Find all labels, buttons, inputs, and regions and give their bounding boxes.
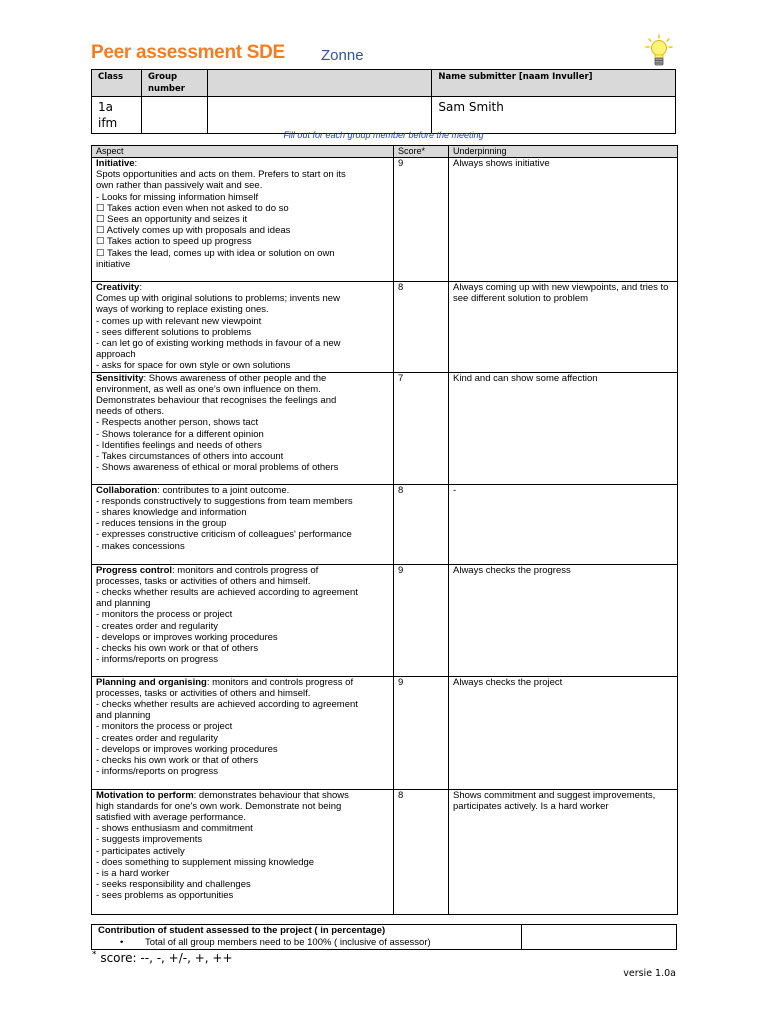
underpinning-cell[interactable]: - xyxy=(449,484,678,564)
version-label: versie 1.0a xyxy=(623,968,676,979)
aspect-line: ways of working to replace existing ones. xyxy=(96,304,269,316)
aspect-header: Aspect xyxy=(92,146,394,158)
aspect-description xyxy=(96,293,389,371)
aspect-line: - Identifies feelings and needs of others xyxy=(96,439,262,451)
aspect-separator: : xyxy=(193,789,197,801)
group-number-value[interactable] xyxy=(141,97,207,134)
aspect-line: - responds constructively to suggestions from team members xyxy=(96,495,353,507)
aspect-line: - can let go of existing working methods in favour of a new xyxy=(96,338,341,350)
aspect-description xyxy=(96,576,389,666)
aspect-line: - sees different solutions to problems xyxy=(96,326,252,338)
bullet-icon: • xyxy=(120,937,124,948)
aspect-name: Planning and organising xyxy=(96,676,207,688)
score-legend-text: score: --, -, +/-, +, ++ xyxy=(96,951,233,965)
assessment-row xyxy=(92,158,678,282)
aspect-name: Motivation to perform xyxy=(96,789,194,801)
aspect-line: and planning xyxy=(96,710,151,722)
info-value-row xyxy=(92,97,676,134)
assessment-table xyxy=(91,145,678,915)
aspect-line: - informs/reports on progress xyxy=(96,766,218,778)
aspect-title-line xyxy=(96,677,389,688)
aspect-separator: : xyxy=(134,158,138,169)
aspect-line: - informs/reports on progress xyxy=(96,654,218,666)
aspect-line: - suggests improvements xyxy=(96,834,203,846)
score-cell[interactable]: 9 xyxy=(394,676,449,789)
aspect-line: - monitors the process or project xyxy=(96,721,233,733)
assessment-row xyxy=(92,282,678,373)
underpinning-header: Underpinning xyxy=(449,146,678,158)
aspect-separator: : xyxy=(139,282,142,293)
info-table xyxy=(91,69,676,134)
aspect-line: - Looks for missing information himself xyxy=(96,191,259,203)
assessment-row xyxy=(92,484,678,564)
aspect-line: - shares knowledge and information xyxy=(96,507,247,519)
aspect-title-line xyxy=(96,373,389,384)
aspect-line: - checks whether results are achieved according to agreement xyxy=(96,587,358,599)
contribution-label-cell xyxy=(92,925,522,950)
aspect-description xyxy=(96,688,389,778)
aspect-line: ☐ Actively comes up with proposals and ideas xyxy=(96,225,291,237)
aspect-description xyxy=(96,169,389,270)
aspect-cell xyxy=(92,158,394,282)
aspect-description xyxy=(96,384,389,474)
fill-instruction: Fill out for each group member before the meeting xyxy=(283,130,484,140)
underpinning-cell[interactable]: Always checks the project xyxy=(449,676,678,789)
title-row xyxy=(91,42,681,70)
score-header: Score* xyxy=(394,146,449,158)
aspect-line: Spots opportunities and acts on them. Prefers to start on its xyxy=(96,169,346,181)
aspect-cell xyxy=(92,372,394,484)
aspect-line: ☐ Sees an opportunity and seizes it xyxy=(96,214,248,226)
aspect-line: - shows enthusiasm and commitment xyxy=(96,823,253,835)
aspect-line: satisfied with average performance. xyxy=(96,812,246,824)
submitter-value[interactable]: Sam Smith xyxy=(432,97,676,134)
score-cell[interactable]: 7 xyxy=(394,372,449,484)
aspect-line: - does something to supplement missing knowledge xyxy=(96,856,315,868)
aspect-intro: Shows awareness of other people and the xyxy=(146,372,327,384)
aspect-line: processes, tasks or activities of others and himself. xyxy=(96,575,311,587)
aspect-line: - is a hard worker xyxy=(96,868,170,880)
aspect-line: - checks his own work or that of others xyxy=(96,643,259,655)
contribution-note xyxy=(98,937,515,949)
aspect-line: ☐ Takes action to speed up progress xyxy=(96,236,252,248)
aspect-line: - checks whether results are achieved according to agreement xyxy=(96,699,358,711)
aspect-cell xyxy=(92,676,394,789)
aspect-line: Comes up with original solutions to problems; invents new xyxy=(96,293,340,305)
page-title: Peer assessment SDE xyxy=(91,42,285,63)
class-value[interactable]: 1a ifm xyxy=(92,97,142,134)
aspect-title-line xyxy=(96,282,389,293)
aspect-line: - reduces tensions in the group xyxy=(96,518,227,530)
page-subtitle: Zonne xyxy=(321,47,364,64)
aspect-line: ☐ Takes the lead, comes up with idea or solution on own xyxy=(96,247,335,259)
aspect-title-line xyxy=(96,485,389,496)
aspect-line: - creates order and regularity xyxy=(96,732,218,744)
aspect-intro: monitors and controls progress of xyxy=(174,564,319,576)
aspect-separator: : xyxy=(206,676,210,688)
aspect-description xyxy=(96,496,389,552)
contribution-row xyxy=(92,925,677,950)
submitter-header: Name submitter [naam Invuller] xyxy=(432,70,676,97)
aspect-title-line xyxy=(96,158,389,169)
aspect-cell xyxy=(92,564,394,676)
aspect-name: Progress control xyxy=(96,564,173,576)
aspect-title-line xyxy=(96,790,389,801)
score-legend xyxy=(92,950,233,965)
score-cell[interactable]: 9 xyxy=(394,158,449,282)
aspect-line: - develops or improves working procedures xyxy=(96,631,278,643)
aspect-line: Demonstrates behaviour that recognises the feelings and xyxy=(96,395,337,407)
assessment-header-row xyxy=(92,146,678,158)
aspect-description xyxy=(96,801,389,902)
aspect-line: - asks for space for own style or own solutions xyxy=(96,360,291,372)
score-cell[interactable]: 8 xyxy=(394,789,449,914)
blank-value[interactable] xyxy=(207,97,431,134)
underpinning-cell[interactable]: Kind and can show some affection xyxy=(449,372,678,484)
underpinning-cell[interactable]: Always coming up with new viewpoints, and tries to see different solution to problem xyxy=(449,282,678,373)
aspect-line: processes, tasks or activities of others and himself. xyxy=(96,687,311,699)
aspect-cell xyxy=(92,282,394,373)
aspect-line: - checks his own work or that of others xyxy=(96,755,259,767)
underpinning-cell[interactable]: Shows commitment and suggest improvements, participates actively. Is a hard worker xyxy=(449,789,678,914)
contribution-note-text: Total of all group members need to be 100% ( inclusive of assessor) xyxy=(145,937,431,948)
info-header-row xyxy=(92,70,676,97)
score-cell[interactable]: 8 xyxy=(394,282,449,373)
underpinning-cell[interactable]: Always shows initiative xyxy=(449,158,678,282)
aspect-separator: : xyxy=(157,484,160,496)
aspect-separator: : xyxy=(172,564,175,576)
aspect-name: Sensitivity xyxy=(96,372,144,384)
score-cell[interactable]: 8 xyxy=(394,484,449,564)
aspect-line: needs of others. xyxy=(96,406,165,418)
class-header: Class xyxy=(92,70,142,97)
underpinning-cell[interactable]: Always checks the progress xyxy=(449,564,678,676)
aspect-cell xyxy=(92,484,394,564)
contribution-label: Contribution of student assessed to the project ( in percentage) xyxy=(98,925,386,936)
assessment-row xyxy=(92,372,678,484)
aspect-cell xyxy=(92,789,394,914)
aspect-name: Creativity xyxy=(96,282,140,293)
aspect-line: approach xyxy=(96,349,136,361)
aspect-line: - develops or improves working procedures xyxy=(96,743,278,755)
blank-header xyxy=(207,70,431,97)
aspect-line: - Shows tolerance for a different opinion xyxy=(96,428,264,440)
aspect-title-line xyxy=(96,565,389,576)
aspect-line: and planning xyxy=(96,598,151,610)
aspect-line: ☐ Takes action even when not asked to do so xyxy=(96,202,289,214)
aspect-line: - expresses constructive criticism of colleagues' performance xyxy=(96,529,352,541)
assessment-row xyxy=(92,676,678,789)
aspect-intro: contributes to a joint outcome. xyxy=(159,484,290,496)
aspect-line: - seeks responsibility and challenges xyxy=(96,879,251,891)
contribution-value[interactable] xyxy=(522,925,677,950)
aspect-line: - Shows awareness of ethical or moral problems of others xyxy=(96,462,339,474)
aspect-line: - makes concessions xyxy=(96,540,185,552)
contribution-table xyxy=(91,924,677,950)
aspect-line: - monitors the process or project xyxy=(96,609,233,621)
aspect-intro: monitors and controls progress of xyxy=(209,676,354,688)
aspect-line: environment, as well as one’s own influence on them. xyxy=(96,383,321,395)
aspect-line: - participates actively xyxy=(96,845,185,857)
aspect-name: Collaboration xyxy=(96,484,158,496)
aspect-line: own rather than passively wait and see. xyxy=(96,180,263,192)
aspect-line: - comes up with relevant new viewpoint xyxy=(96,315,262,327)
aspect-intro: demonstrates behaviour that shows xyxy=(196,789,349,801)
group-number-header: Group number xyxy=(141,70,207,97)
aspect-name: Initiative xyxy=(96,158,135,169)
aspect-line: initiative xyxy=(96,258,131,270)
aspect-line: - sees problems as opportunities xyxy=(96,890,234,902)
aspect-line: - Respects another person, shows tact xyxy=(96,417,259,429)
score-cell[interactable]: 9 xyxy=(394,564,449,676)
assessment-row xyxy=(92,789,678,914)
lightbulb-icon xyxy=(645,34,673,68)
score-star: * xyxy=(92,950,97,960)
aspect-line: - creates order and regularity xyxy=(96,620,218,632)
aspect-line: high standards for one's own work. Demonstrate not being xyxy=(96,800,342,812)
aspect-separator: : xyxy=(143,372,147,384)
assessment-row xyxy=(92,564,678,676)
aspect-line: - Takes circumstances of others into account xyxy=(96,451,284,463)
